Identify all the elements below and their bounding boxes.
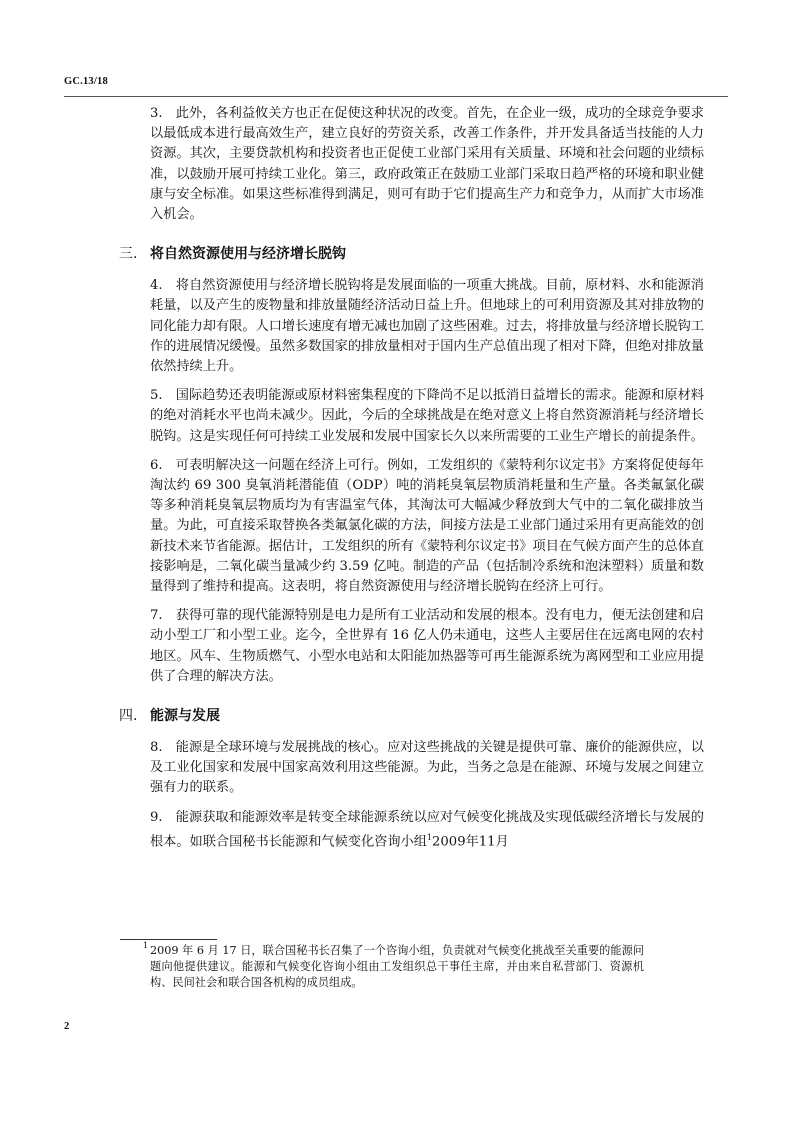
- paragraph-8: 8. 能源是全球环境与发展挑战的核心。应对这些挑战的关键是提供可靠、廉价的能源供应，以及工业化国家和发展中国家高效利用这些能源。为此，当务之急是在能源、环境与发展之间建立强有力的联系。: [150, 740, 704, 796]
- paragraph-9: [150, 808, 704, 853]
- document-body: [64, 104, 728, 861]
- footnote-reference[interactable]: 1: [426, 832, 433, 842]
- document-symbol: GC.13/18: [64, 76, 108, 87]
- paragraph-6: 6. 可表明解决这一问题在经济上可行。例如，工发组织的《蒙特利尔议定书》方案将促使每年淘汰约 69 300 臭氧消耗潜能值（ODP）吨的消耗臭氧层物质消耗量和生产量。各类氟氯化碳等多种消耗臭氧层物质均为有害温室气体，其淘汰可大幅减少释放到大气中的二氧化碳排放当量。为此，可直接采取替换各类氟氯化碳的方法，间接方法是工业部门通过采用有更高能效的创新技术来节省能源。据估计，工发组织的所有《蒙特利尔议定书》项目在气候方面产生的总体直接影响是，二氧化碳当量减少约 3.59 亿吨。制造的产品（包括制冷系统和泡沫塑料）质量和数量得到了维持和提高。这表明，将自然资源使用与经济增长脱钩在经济上可行。: [150, 457, 704, 595]
- section-title: 将自然资源使用与经济增长脱钩: [150, 246, 346, 263]
- section-heading-3: [119, 243, 728, 263]
- paragraph-5: 5. 国际趋势还表明能源或原材料密集程度的下降尚不足以抵消日益增长的需求。能源和原材料的绝对消耗水平也尚未减少。因此，今后的全球挑战是在绝对意义上将自然资源消耗与经济增长脱钩。这是实现任何可持续工业发展和发展中国家长久以来所需要的工业生产增长的前提条件。: [150, 388, 704, 444]
- footnote-marker: 1: [143, 941, 149, 950]
- paragraph-9-text: 9. 能源获取和能源效率是转变全球能源系统以应对气候变化挑战及实现低碳经济增长与发展的根本。如联合国秘书长能源和气候变化咨询小组: [150, 809, 704, 850]
- paragraph-3: 3. 此外，各利益攸关方也正在促使这种状况的改变。首先，在企业一级，成功的全球竞争要求以最低成本进行最高效生产，建立良好的劳资关系，改善工作条件，并开发具备适当技能的人力资源。其次，主要贷款机构和投资者也正促使工业部门采用有关质量、环境和社会问题的业绩标准，以鼓励开展可持续工业化。第三，政府政策正在鼓励工业部门采取日趋严格的环境和职业健康与安全标准。如果这些标准得到满足，则可有助于它们提高生产力和竞争力，从而扩大市场准入机会。: [150, 106, 704, 223]
- page-number: 2: [64, 1021, 70, 1032]
- footnote-rule: [120, 939, 217, 940]
- section-heading-4: [119, 705, 728, 725]
- paragraph-9-tail: 2009年11月: [432, 834, 509, 850]
- header-rule: [64, 96, 728, 97]
- section-title: 能源与发展: [150, 708, 220, 725]
- footnote-text: 2009 年 6 月 17 日，联合国秘书长召集了一个咨询小组，负责就对气候变化挑战至关重要的能源问题向他提供建议。能源和气候变化咨询小组由工发组织总干事任主席，并由来自私营部门、资源机构、民间社会和联合国各机构的成员组成。: [150, 944, 644, 989]
- section-number: 三.: [119, 246, 138, 263]
- paragraph-7: 7. 获得可靠的现代能源特别是电力是所有工业活动和发展的根本。没有电力，便无法创建和启动小型工厂和小型工业。迄今，全世界有 16 亿人仍未通电，这些人主要居住在远离电网的农村地区。风车、生物质燃气、小型水电站和太阳能加热器等可再生能源系统为离网型和工业应用提供了合理的解决方法。: [150, 608, 704, 684]
- paragraph-4: 4. 将自然资源使用与经济增长脱钩将是发展面临的一项重大挑战。目前，原材料、水和能源消耗量，以及产生的废物量和排放量随经济活动日益上升。但地球上的可利用资源及其对排放物的同化能力却有限。人口增长速度有增无减也加剧了这些困难。过去，将排放量与经济增长脱钩工作的进展情况缓慢。虽然多数国家的排放量相对于国内生产总值出现了相对下降，但绝对排放量依然持续上升。: [150, 278, 704, 375]
- section-number: 四.: [119, 708, 138, 725]
